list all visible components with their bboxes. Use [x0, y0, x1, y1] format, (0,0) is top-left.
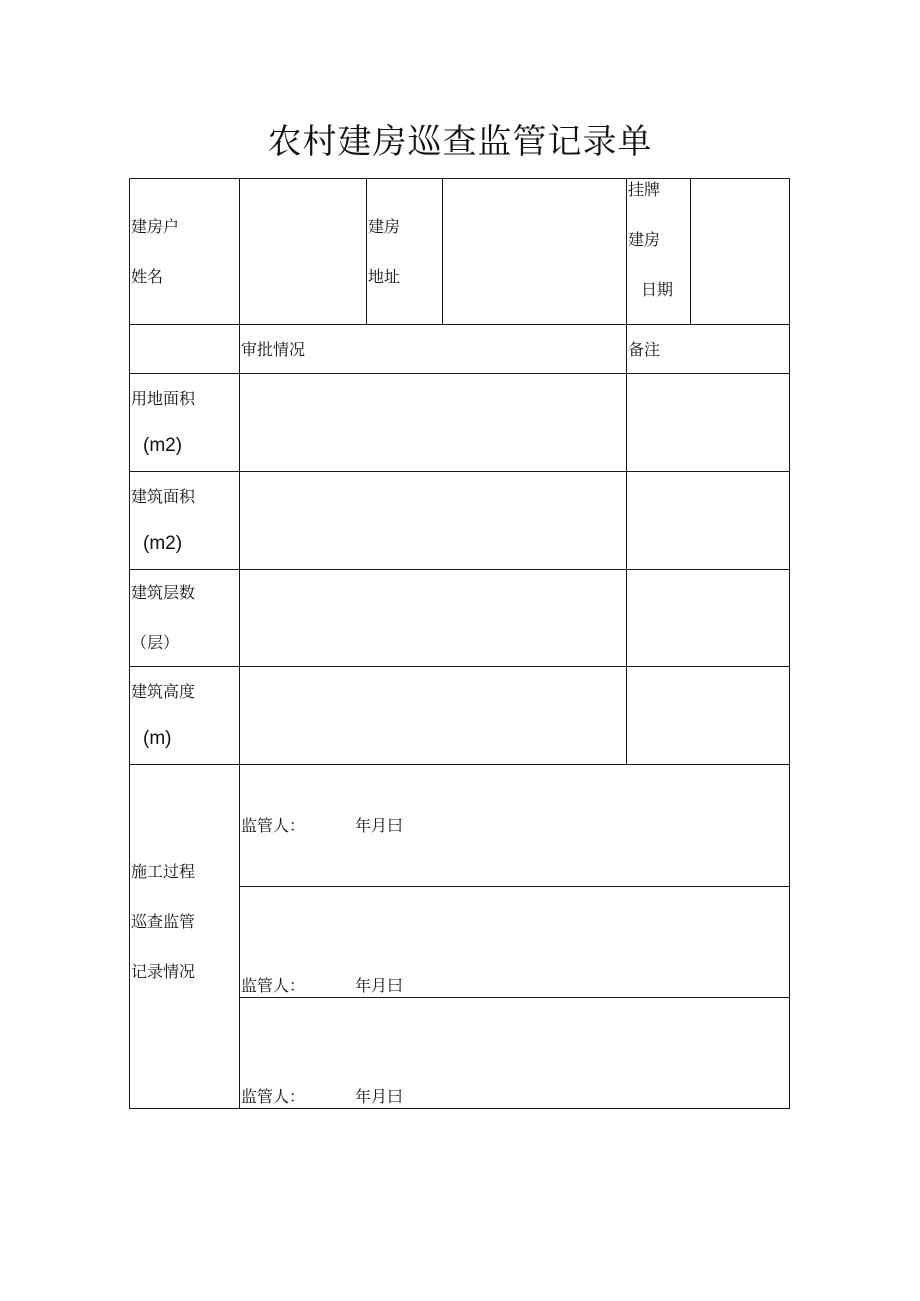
- inspection-record-field[interactable]: [241, 766, 789, 885]
- table-border-right: [789, 178, 790, 1109]
- inspection-record-label: 记录情况: [131, 962, 196, 981]
- supervisor-label: 监管人：: [241, 1087, 306, 1106]
- owner-name-field[interactable]: [241, 180, 365, 323]
- inspection-record-field[interactable]: [241, 888, 789, 996]
- build-date-label: 挂牌: [628, 180, 661, 199]
- building-height-field[interactable]: [241, 668, 625, 763]
- floor-area-label: 建筑面积: [131, 487, 196, 506]
- row-divider: [129, 666, 790, 667]
- build-date-field[interactable]: [692, 180, 788, 323]
- building-height-label: 建筑高度: [131, 682, 196, 701]
- row-divider: [129, 373, 790, 374]
- column-divider: [442, 178, 443, 325]
- address-field[interactable]: [444, 180, 625, 323]
- document-title: 农村建房巡查监管记录单: [267, 122, 653, 162]
- record-divider: [239, 886, 790, 887]
- floor-area-remarks-field[interactable]: [628, 473, 788, 568]
- owner-name-label: 姓名: [131, 267, 164, 286]
- build-date-label: 建房: [628, 230, 661, 249]
- land-area-field[interactable]: [241, 375, 625, 470]
- inspection-record-label: 施工过程: [131, 862, 196, 881]
- row-divider: [129, 764, 790, 765]
- land-area-unit: (m2): [143, 435, 183, 456]
- remarks-header: 备注: [628, 340, 661, 359]
- inspection-record-field[interactable]: [241, 999, 789, 1107]
- floor-count-remarks-field[interactable]: [628, 571, 788, 665]
- record-date-label: 年月曰: [355, 976, 404, 995]
- column-divider: [626, 178, 627, 765]
- row-divider: [129, 569, 790, 570]
- address-label: 地址: [368, 267, 401, 286]
- supervisor-label: 监管人：: [241, 816, 306, 835]
- build-date-label: 日期: [641, 280, 674, 299]
- supervisor-label: 监管人：: [241, 976, 306, 995]
- address-label: 建房: [368, 217, 401, 236]
- row-divider: [129, 471, 790, 472]
- floor-count-field[interactable]: [241, 571, 625, 665]
- record-date-label: 年月曰: [355, 816, 404, 835]
- land-area-label: 用地面积: [131, 389, 196, 408]
- building-height-unit: (m): [143, 728, 172, 749]
- column-divider: [690, 178, 691, 325]
- land-area-remarks-field[interactable]: [628, 375, 788, 470]
- floor-count-unit: （层）: [131, 633, 180, 652]
- approval-status-header: 审批情况: [241, 340, 306, 359]
- table-border-bottom: [129, 1108, 790, 1109]
- floor-area-unit: (m2): [143, 533, 183, 554]
- owner-name-label: 建房户: [131, 217, 180, 236]
- table-border-left: [129, 178, 130, 1109]
- inspection-record-label: 巡查监管: [131, 912, 196, 931]
- column-divider: [366, 178, 367, 325]
- record-date-label: 年月曰: [355, 1087, 404, 1106]
- floor-count-label: 建筑层数: [131, 583, 196, 602]
- building-height-remarks-field[interactable]: [628, 668, 788, 763]
- floor-area-field[interactable]: [241, 473, 625, 568]
- record-divider: [239, 997, 790, 998]
- column-divider: [239, 178, 240, 1109]
